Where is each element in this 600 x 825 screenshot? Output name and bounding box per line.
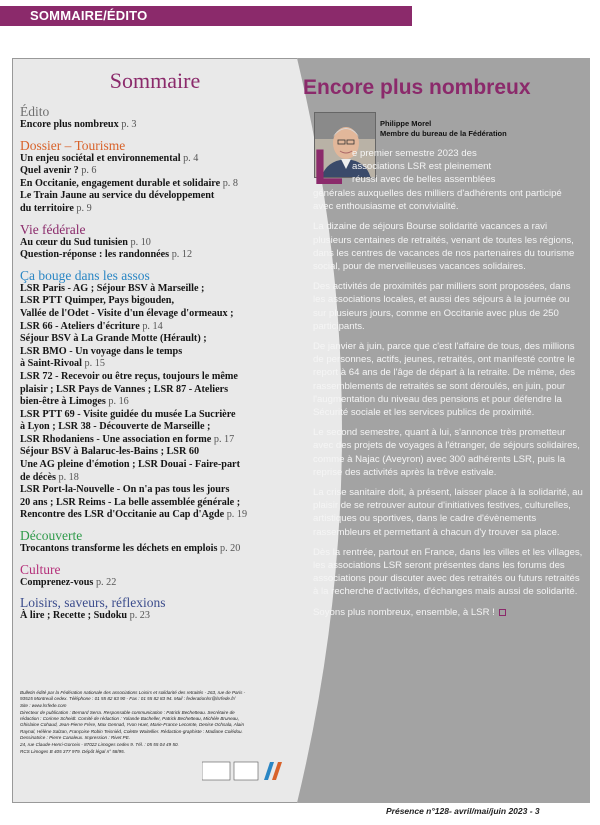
toc-entry[interactable]	[20, 446, 290, 459]
toc-entry-text: LSR Port-la-Nouvelle - On n'a pas tous les jours	[20, 484, 230, 496]
toc-entry[interactable]	[20, 472, 290, 485]
toc-entry[interactable]	[20, 119, 290, 132]
toc-entry-text: Au cœur du Sud tunisien	[20, 236, 128, 248]
toc-entry[interactable]	[20, 371, 290, 384]
toc-entry-text: LSR Paris - AG ; Séjour BSV à Marseille ;	[20, 282, 205, 294]
end-of-article-icon	[499, 609, 506, 616]
toc-entry-page: p. 8	[222, 177, 238, 189]
toc-entry[interactable]	[20, 333, 290, 346]
credit-line: 24, rue Claude-Henri-Gorceix - 87022 Limoges cedex 9. Tél. : 05 55 04 49 50.	[20, 741, 179, 747]
edito-closing-text: Soyons plus nombreux, ensemble, à LSR !	[313, 606, 495, 618]
table-of-contents	[20, 66, 290, 623]
toc-entry-page: p. 12	[171, 249, 193, 261]
toc-section-heading: Dossier – Tourisme	[20, 137, 126, 153]
partner-logos	[202, 758, 287, 784]
toc-entry-page: p. 23	[129, 610, 150, 622]
toc-entry-text: LSR PTT 69 - Visite guidée du musée La Sucrière	[20, 408, 236, 420]
toc-entry[interactable]	[20, 434, 290, 447]
credit-line: Site : www.lsrfede.com	[20, 703, 67, 709]
toc-entry-page: p. 17	[213, 433, 235, 445]
toc-entry[interactable]	[20, 497, 290, 510]
toc-entry-page: p. 20	[219, 543, 241, 555]
toc-entry-text: LSR 66 - Ateliers d'écriture	[20, 320, 140, 332]
toc-entry-text: LSR 72 - Recevoir ou être reçus, toujours le même	[20, 370, 238, 382]
drop-cap: L	[313, 139, 344, 195]
toc-section-heading: Loisirs, saveurs, réflexions	[20, 595, 166, 611]
toc-entry-text: LSR Rhodaniens - Une association en forme	[20, 433, 212, 445]
publication-credits	[20, 690, 250, 756]
toc-entry[interactable]	[20, 384, 290, 397]
toc-entry[interactable]	[20, 409, 290, 422]
toc-entry[interactable]	[20, 237, 290, 250]
toc-entry-text: du territoire	[20, 202, 74, 214]
edito-first-line-2: associations LSR est pleinement	[352, 161, 492, 172]
edito-paragraph: La dizaine de séjours Bourse solidarité vacances a ravi plusieurs centaines de retraités, venant de toutes les régions, dans les centres de vacances de nos partenaires du tourisme social, pour de merveilleuses vacances solidaires.	[313, 221, 575, 273]
toc-entry-page: p. 19	[226, 509, 248, 521]
toc-entry-text: Encore plus nombreux	[20, 119, 119, 130]
edito-first-line-1: e premier semestre 2023 des	[352, 148, 477, 159]
toc-entry-text: Question-réponse : les randonnées	[20, 249, 170, 261]
toc-entry-text: Un enjeu sociétal et environnemental	[20, 152, 181, 164]
toc-entry-text: Séjour BSV à Balaruc-les-Bains ; LSR 60	[20, 446, 200, 458]
toc-entry[interactable]	[20, 308, 290, 321]
toc-section-heading: Ça bouge dans les assos	[20, 267, 150, 283]
toc-entry-text: Une AG pleine d'émotion ; LSR Douai - Faire-part	[20, 459, 240, 471]
edito-paragraph: Dès la rentrée, partout en France, dans les villes et les villages, les associations LSR seront présentes dans les forums des associations pour discuter avec des retraités ou futurs retraités à la recherche d'activités, d'échanges mais aussi de solidarité.	[313, 546, 583, 598]
author-role: Membre du bureau de la Fédération	[380, 129, 507, 138]
toc-entry-text: de décès	[20, 471, 56, 483]
section-header-label: SOMMAIRE/ÉDITO	[30, 8, 148, 23]
page-footer: Présence n°128- avril/mai/juin 2023 - 3	[386, 806, 540, 816]
section-header-bar	[0, 6, 412, 26]
toc-entry-text: Trocantons transforme les déchets en emplois	[20, 543, 218, 555]
edito-first-line-3: réussi avec de belles assemblées	[352, 174, 496, 185]
toc-entry[interactable]	[20, 190, 290, 203]
toc-entry-text: Rencontre des LSR d'Occitanie au Cap d'Agde	[20, 509, 225, 521]
toc-entry[interactable]	[20, 358, 290, 371]
toc-entry-page: p. 3	[121, 119, 137, 130]
toc-entry[interactable]	[20, 577, 290, 590]
edito-title: Encore plus nombreux	[303, 76, 531, 99]
toc-entry-text: LSR PTT Quimper, Pays bigouden,	[20, 295, 174, 307]
toc-section-heading: Culture	[20, 561, 61, 577]
toc-entry-text: Quel avenir ?	[20, 165, 79, 177]
toc-entry-text: bien-être à Limoges	[20, 396, 106, 408]
edito-paragraph: De janvier à juin, parce que c'est l'affaire de tous, des millions de personnes, actifs, jeunes, retraités, ont manifesté contre le report à 64 ans de l'âge de départ à la retraite. De même, des rassemblements de retraités se sont déroulés, en juin, pour l'augmentation du niveau des pensions et pour défendre la Sécurité sociale et les services publics de proximité.	[313, 341, 576, 419]
toc-entry[interactable]	[20, 321, 290, 334]
author-name: Philippe Morel	[380, 119, 432, 128]
edito-paragraph: générales auxquelles des milliers d'adhérents ont participé avec enthousiasme et convivialité.	[313, 188, 562, 213]
toc-entry-text: Le Train Jaune au service du développement	[20, 190, 215, 202]
toc-entry[interactable]	[20, 396, 290, 409]
toc-entry-text: à Lyon ; LSR 38 - Découverte de Marseille ;	[20, 421, 211, 433]
toc-entry-page: p. 22	[95, 576, 117, 588]
toc-entry[interactable]	[20, 283, 290, 296]
toc-entry-text: 20 ans ; LSR Reims - La belle assemblée générale ;	[20, 496, 241, 508]
edito-paragraph: Le second semestre, quant à lui, s'annonce très prometteur avec des projets de voyages à l'étranger, de séjours solidaires, comme à Najac (Aveyron) avec 300 adhérents LSR, puis la reprise des activités après la trêve estivale.	[313, 427, 580, 478]
toc-entry-text: Comprenez-vous	[20, 576, 94, 588]
toc-entry[interactable]	[20, 346, 290, 359]
toc-entry[interactable]	[20, 610, 290, 623]
toc-entry[interactable]	[20, 249, 290, 262]
toc-entry-page: p. 14	[142, 320, 163, 332]
toc-entry[interactable]	[20, 509, 290, 522]
toc-entry[interactable]	[20, 153, 290, 166]
toc-section-heading: Découverte	[20, 528, 83, 544]
toc-entry-page: p. 9	[76, 202, 92, 214]
toc-entry-page: p. 6	[81, 165, 97, 177]
toc-entry[interactable]	[20, 421, 290, 434]
toc-entry-text: En Occitanie, engagement durable et solidaire	[20, 177, 221, 189]
toc-entry-page: p. 16	[108, 396, 129, 408]
credit-line: RCS Limoges B 405 377 979. Dépôt légal n° 58/95.	[20, 748, 126, 754]
credit-line: Bulletin édité par la Fédération nationale des associations Loisirs et solidarité des retraités - 263, rue de Paris - 93515 Montreuil cedex. Téléphone : 01 55 82 83 90 - Fax : 01 55 82 83 94. Mail : federationlsr@lsrfede.fr/	[20, 690, 246, 702]
sommaire-title: Sommaire	[109, 68, 201, 93]
toc-entry-text: Vallée de l'Odet - Visite d'un élevage d'ormeaux ;	[20, 307, 234, 319]
toc-entry-page: p. 10	[130, 236, 151, 248]
toc-entry[interactable]	[20, 178, 290, 191]
toc-entry[interactable]	[20, 203, 290, 216]
toc-entry[interactable]	[20, 484, 290, 497]
edito-body	[313, 187, 583, 626]
toc-entry-page: p. 4	[183, 152, 199, 164]
toc-entry-text: Séjour BSV à La Grande Motte (Hérault) ;	[20, 333, 207, 345]
toc-entry[interactable]	[20, 295, 290, 308]
toc-entry[interactable]	[20, 459, 290, 472]
toc-entry-text: plaisir ; LSR Pays de Vannes ; LSR 87 - Ateliers	[20, 383, 229, 395]
toc-entry[interactable]	[20, 543, 290, 556]
credit-line: Directeur de publication : Bernard Serra. Responsable communication : Patrick Bechetteau. Secrétaire de rédaction : Corinne Scheidt. Comité de rédaction : Yolande Bacheller, Patrick Bechetteau, Michèle Bruneau, Ghislaine Cohaud, Jean-Pierre Frère, Max Gennad, Yvon Huet, Marie-France Lecomte, Denise Ochsala, Alain Raynal, Hélène Salzan, Françoise Robin Teisniéd, Colette Woitellier. Rédaction-graphiste : Madiane Colédou. Dessinatrice : Pierre Canaleux. Impression : Rivet PE.	[20, 710, 245, 740]
toc-entry-page: p. 18	[58, 471, 79, 483]
toc-entry-text: À lire ; Recette ; Sudoku	[20, 610, 128, 622]
edito-paragraph: Des activités de proximités par milliers sont proposées, dans les associations locales, et aussi des séjours à la journée ou sur plusieurs jours, comme en Occitanie avec plus de 250 participants.	[313, 281, 571, 332]
toc-entry-text: à Saint-Rivoal	[20, 358, 82, 370]
toc-section-heading: Vie fédérale	[20, 221, 86, 237]
toc-entry[interactable]	[20, 165, 290, 178]
toc-entry-page: p. 15	[84, 358, 105, 370]
edito-closing	[313, 606, 583, 619]
toc-section-heading: Édito	[20, 104, 50, 119]
toc-entry-text: LSR BMO - Un voyage dans le temps	[20, 345, 183, 357]
edito-paragraph: La crise sanitaire doit, à présent, laisser place à la solidarité, au plaisir de se retrouver autour d'initiatives festives, culturelles, artistiques ou sportives, dans le cadre d'évènements rassembleurs et permettant à chacun d'y trouver sa place.	[313, 487, 583, 538]
